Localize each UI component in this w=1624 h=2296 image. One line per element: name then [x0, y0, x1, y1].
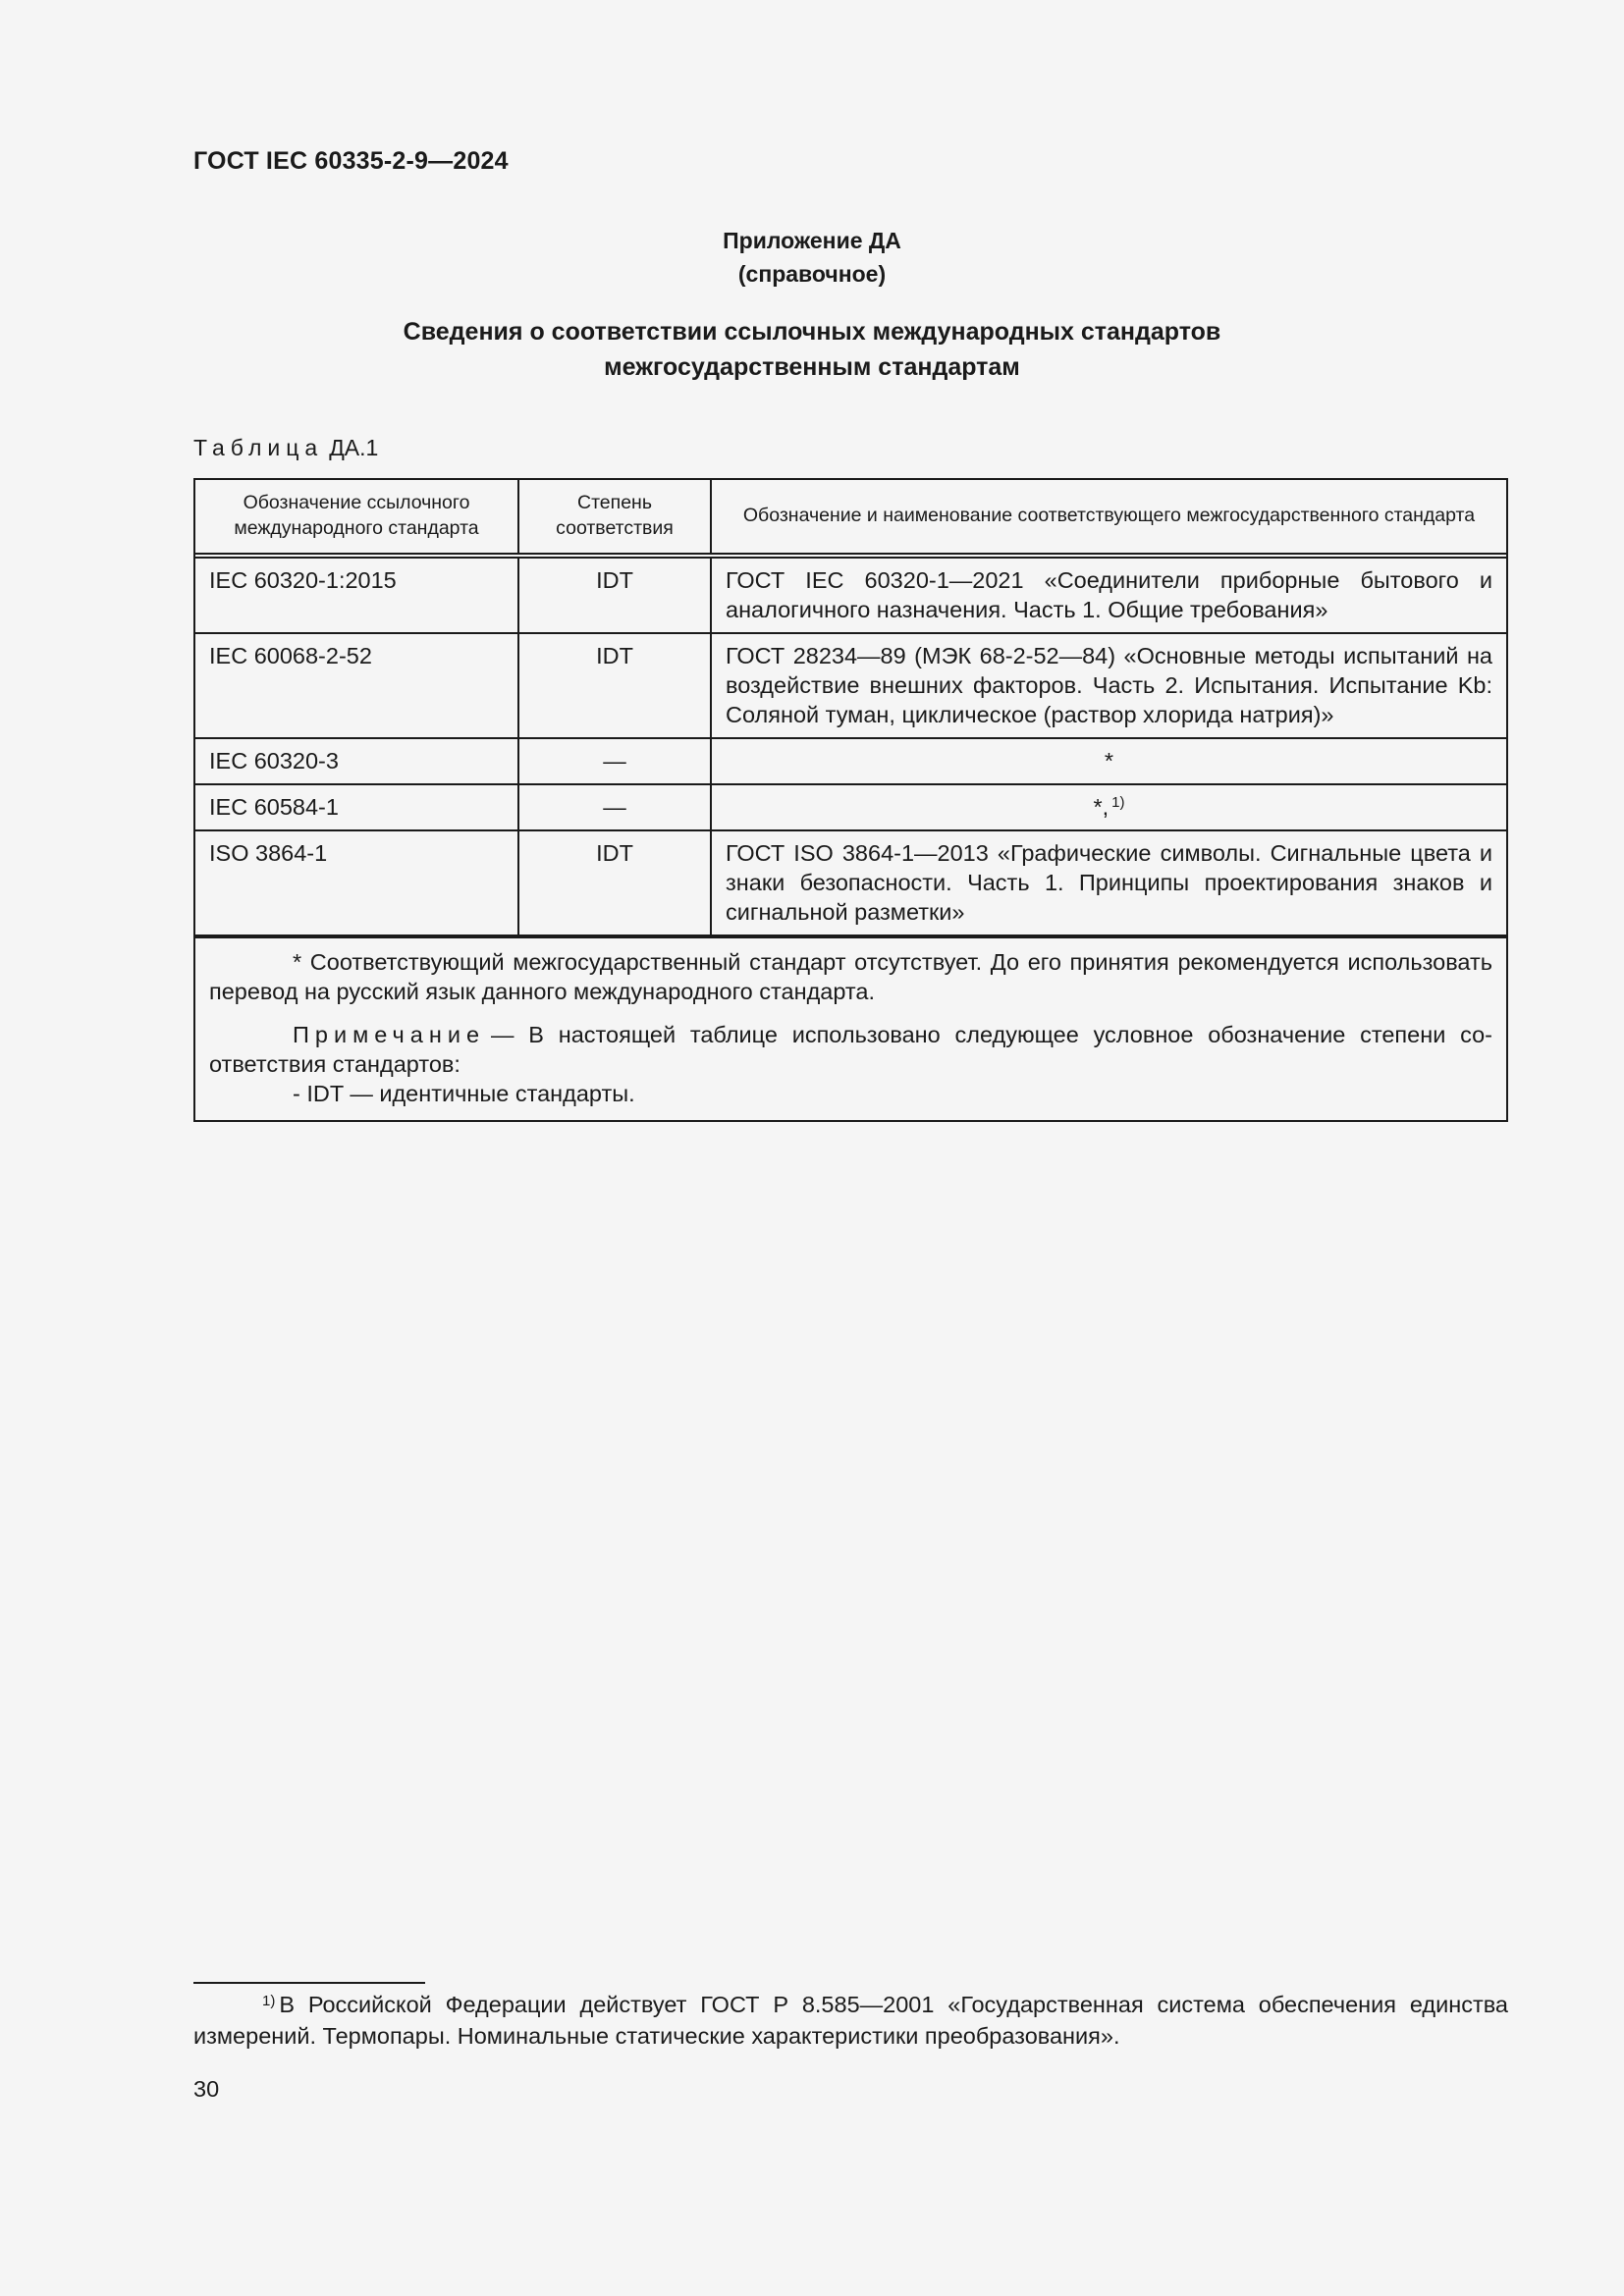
column-header-reference: Обозначение ссылочного международного стандарта — [195, 480, 518, 556]
cell-reference: ISO 3864-1 — [195, 830, 518, 935]
cell-degree: IDT — [518, 830, 711, 935]
footnote-text: В Российской Федерации действует ГОСТ Р 8.585—2001 «Государственная система обеспечения единства измерений. Термопары. Номинальные статические характеристики преобразования». — [193, 1992, 1508, 2049]
cell-national — [711, 784, 1506, 830]
cell-reference: IEC 60068-2-52 — [195, 633, 518, 738]
cell-national-text: *, — [1093, 794, 1110, 820]
column-header-national: Обозначение и наименование соответствующего межгосударственного стандарта — [711, 480, 1506, 556]
table-row — [195, 784, 1506, 830]
annex-status: (справочное) — [737, 261, 887, 287]
cell-reference: IEC 60320-1:2015 — [195, 556, 518, 633]
annex-title — [0, 314, 1624, 385]
table-note — [209, 1020, 1492, 1079]
cell-degree: IDT — [518, 556, 711, 633]
table-notes — [195, 936, 1506, 1120]
footnote-marker: 1) — [262, 1993, 276, 2009]
cell-degree: — — [518, 784, 711, 830]
footnote-reference-marker[interactable]: 1) — [1111, 794, 1125, 811]
cell-degree: — — [518, 738, 711, 784]
star-footnote: * Соответствующий межгосударственный стандарт отсутствует. До его принятия рекомендуется использовать перевод на русский язык данного международного стандарта. — [209, 949, 1492, 1004]
table-row — [195, 830, 1506, 935]
table-caption — [193, 435, 378, 461]
note-list-item: - IDT — идентичные стандарты. — [293, 1081, 635, 1106]
correspondence-table — [195, 480, 1506, 936]
note-text: — В настоящей таблице использовано следующее условное обозначение степени соответствия стандартов: — [209, 1022, 1492, 1077]
page-number: 30 — [193, 2076, 220, 2102]
annex-label: Приложение ДА — [723, 228, 901, 253]
table-row — [195, 633, 1506, 738]
cell-national: ГОСТ ISO 3864-1—2013 «Графические символы. Сигнальные цвета и знаки безопасности. Часть 1. Принципы проектирования знаков и сигнальной разметки» — [711, 830, 1506, 935]
page-footnote — [193, 1989, 1508, 2052]
table-caption-word: Таблица — [193, 435, 324, 460]
footnote-body — [193, 1989, 1508, 2052]
cell-national: ГОСТ 28234—89 (МЭК 68-2-52—84) «Основные методы испытаний на воздействие внешних факторов. Часть 2. Испытания. Испытание Kb: Соляной туман, циклическое (раствор хлорида натрия)» — [711, 633, 1506, 738]
annex-title-line-1: Сведения о соответствии ссылочных международных стандартов — [403, 318, 1221, 346]
footnote-separator — [193, 1982, 425, 1984]
correspondence-table-frame — [193, 478, 1508, 1122]
cell-national: ГОСТ IEC 60320-1—2021 «Соединители приборные бытового и аналогичного назначения. Часть 1. Общие требования» — [711, 556, 1506, 633]
cell-national: * — [711, 738, 1506, 784]
cell-reference: IEC 60584-1 — [195, 784, 518, 830]
table-row — [195, 738, 1506, 784]
table-row — [195, 556, 1506, 633]
document-standard-id: ГОСТ IEC 60335-2-9—2024 — [193, 147, 509, 175]
annex-title-line-2: межгосударственным стандартам — [604, 353, 1020, 381]
note-word: Примечание — [293, 1022, 486, 1047]
cell-reference: IEC 60320-3 — [195, 738, 518, 784]
annex-heading — [0, 224, 1624, 291]
table-header-row — [195, 480, 1506, 556]
table-caption-number: ДА.1 — [329, 435, 379, 460]
column-header-degree: Степень соответствия — [518, 480, 711, 556]
cell-degree: IDT — [518, 633, 711, 738]
